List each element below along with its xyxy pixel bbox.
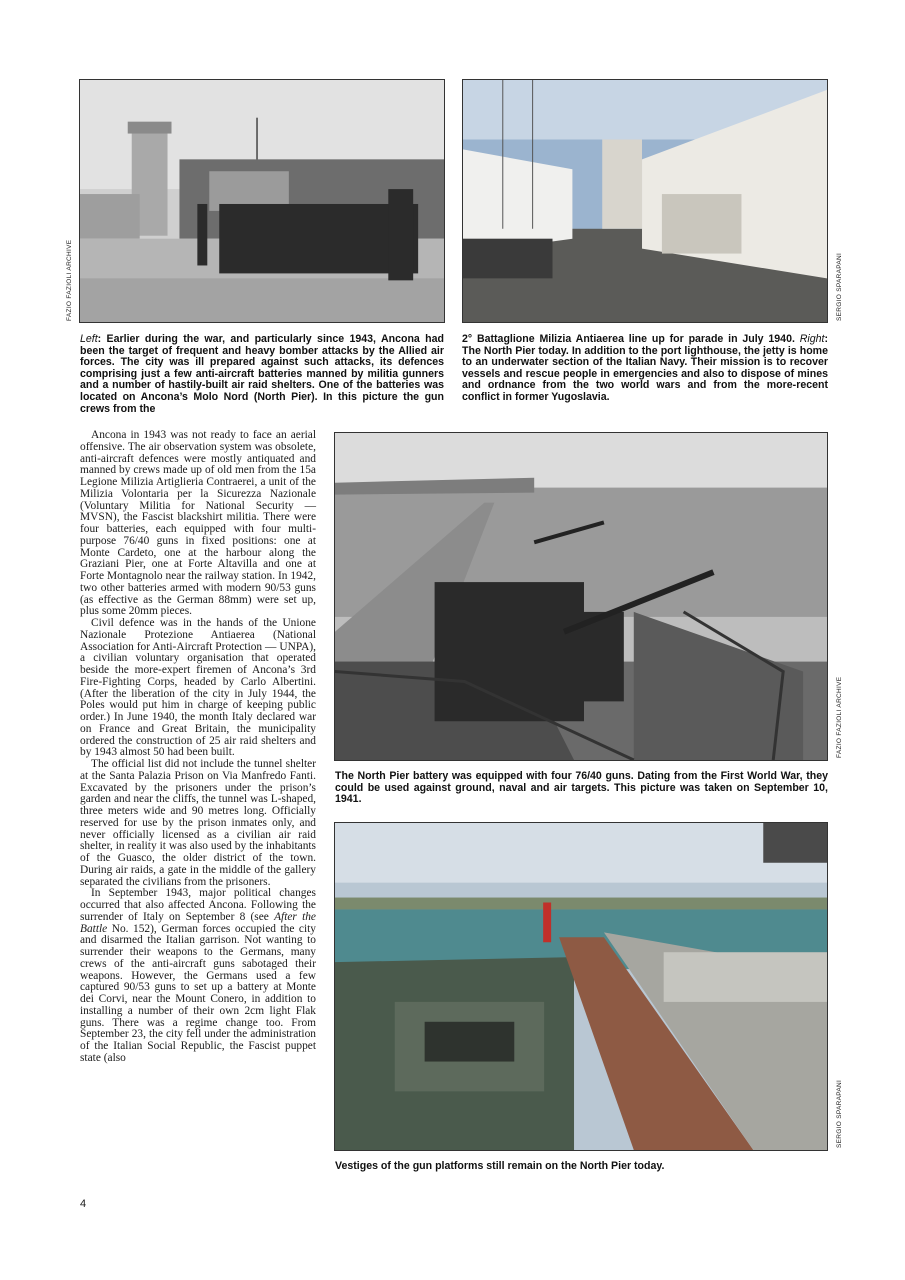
- caption-label: Right: [799, 333, 825, 345]
- photo-credit: FAZIO FAZIOLI ARCHIVE: [66, 239, 73, 321]
- photo-credit: FAZIO FAZIOLI ARCHIVE: [836, 676, 843, 758]
- caption-text: : The North Pier today. In addition to the port lighthouse, the jetty is home to an underwater section of the Italian Navy. Their mission is to recover vessels and rescue people in emergencies and also to dispose of mines and ordnance from the two world wars and from the more-recent conflict in former Yugoslavia.: [462, 333, 828, 403]
- photo-credit: SERGIO SPARAPANI: [836, 1079, 843, 1148]
- paragraph-text: No. 152), German forces occupied the city and disarmed the Italian garrison. Not wanting to surrender their weapons to the Germans, many crews of the anti-aircraft guns sabotaged their weapons. However, the Germans used a few captured 90/53 guns to set up a battery at Monte dei Corvi, near the Mount Conero, in addition to installing a number of their own 2cm light Flak guns. There was a regime change too. From September 23, the city fell under the administration of the Italian Social Republic, the Fascist puppet state (also: [80, 922, 316, 1064]
- paragraph: The official list did not include the tunnel shelter at the Santa Palazia Prison on Via Manfredo Fanti. Excavated by the prisoners under the prison’s garden and near the cliffs, the tunnel was L-shaped, three meters wide and 90 metres long. Officially reserved for use by the prison inmates only, and never officially licensed as a civilian air raid shelter, in reality it was also used by the inhabitants of the Guasco, the older district of the town. During air raids, a gate in the middle of the gallery separated the civilians from the prisoners.: [80, 758, 316, 888]
- paragraph: Civil defence was in the hands of the Unione Nazionale Protezione Antiaerea (National Association for Anti-Aircraft Protection — UNPA), a civilian voluntary organisation that operated beside the more-expert firemen of Ancona’s 3rd Fire-Fighting Corps, headed by Carlo Albertini. (After the liberation of the city in July 1944, the Poles would put him in charge of keeping public order.) In June 1940, the month Italy declared war on France and Great Britain, the municipality ordered the construction of 25 air raid shelters and by 1943 almost 50 had been built.: [80, 617, 316, 759]
- paragraph-text: In September 1943, major political changes occurred that also affected Ancona. Following the surrender of Italy on September 8 (see: [80, 887, 316, 923]
- paragraph: Ancona in 1943 was not ready to face an aerial offensive. The air observation system was obsolete, anti-aircraft defences were mostly antiquated and manned by crews made up of old men from the 15a Legione Milizia Artiglieria Contraerei, a unit of the Milizia Volontaria per la Sicurezza Nazionale (Voluntary Militia for National Security — MVSN), the Fascist blackshirt militia. There were four batteries, each equipped with four multi-purpose 76/40 guns in fixed positions: one at Monte Cardeto, one at the harbour along the Graziani Pier, one at Forte Altavilla and one at Forte Montagnolo near the railway station. In 1942, two other batteries armed with modern 90/53 guns (as effective as the German 88mm) were set up, plus some 20mm pieces.: [80, 429, 316, 618]
- caption-label: Left: [80, 333, 98, 345]
- caption-top-left: [80, 334, 444, 415]
- caption-text: : Earlier during the war, and particularly since 1943, Ancona had been the target of frequent and heavy bomber attacks by the Allied air forces. The city was ill prepared against such attacks, its defences comprising just a few anti-aircraft batteries manned by militia gunners and a number of hastily-built air raid shelters. One of the batteries was located on Ancona’s Molo Nord (North Pier). In this picture the gun crews from the: [80, 333, 444, 415]
- caption-bottom: Vestiges of the gun platforms still remain on the North Pier today.: [335, 1160, 665, 1172]
- photo-credit: SERGIO SPARAPANI: [836, 252, 843, 321]
- article-body: [80, 430, 316, 1065]
- caption-middle: The North Pier battery was equipped with four 76/40 guns. Dating from the First World War, they could be used against ground, naval and air targets. This picture was taken on September 10, 1941.: [335, 770, 828, 806]
- publication-title: After the Battle: [80, 910, 316, 935]
- page-number: 4: [80, 1198, 87, 1210]
- photo-north-pier-battery-1941: [334, 432, 828, 761]
- paragraph: [80, 888, 316, 1064]
- caption-lead: 2° Battaglione Milizia Antiaerea line up for parade in July 1940.: [462, 333, 795, 345]
- caption-top-right: [462, 334, 828, 404]
- photo-north-pier-today: [462, 79, 828, 323]
- photo-gun-platform-vestiges: [334, 822, 828, 1151]
- photo-parade-1940: [79, 79, 445, 323]
